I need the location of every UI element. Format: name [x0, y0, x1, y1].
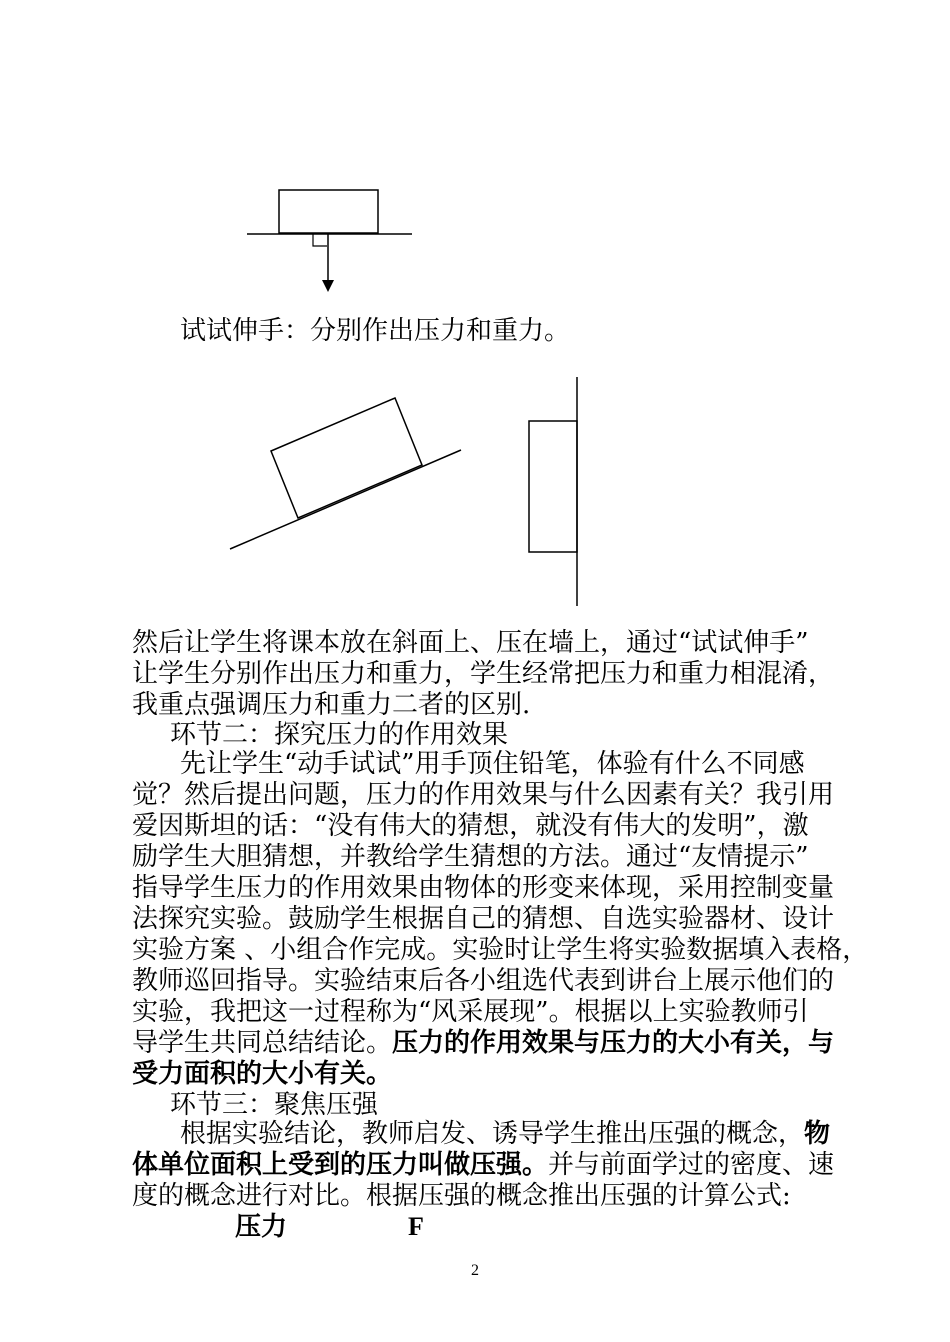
figure-caption: 试试伸手：分别作出压力和重力。	[180, 316, 571, 346]
block-on-wall	[529, 421, 577, 552]
paragraph2-line: 觉？然后提出问题，压力的作用效果与什么因素有关？我引用	[132, 780, 835, 810]
paragraph2-plain-text: 导学生共同总结结论。	[132, 1028, 393, 1058]
paragraph2-line: 法探究实验。鼓励学生根据自己的猜想、自选实验器材、设计	[132, 904, 835, 934]
definition-bold-text: 体单位面积上受到的压力叫做压强。	[132, 1150, 549, 1180]
paragraph3-line: 度的概念进行对比。根据压强的概念推出压强的计算公式:	[132, 1181, 791, 1211]
definition-bold-text: 物	[804, 1119, 831, 1149]
paragraph2-line: 指导学生压力的作用效果由物体的形变来体现，采用控制变量	[132, 873, 835, 903]
paragraph2-line	[132, 1026, 835, 1060]
paragraph2-line: 励学生大胆猜想，并教给学生猜想的方法。通过“友情提示”	[132, 842, 809, 872]
paragraph2-line: 爱因斯坦的话：“没有伟大的猜想，就没有伟大的发明”，激	[132, 811, 809, 841]
paragraph3-plain-text: 根据实验结论，教师启发、诱导学生推出压强的概念，	[180, 1119, 805, 1149]
block-on-incline	[271, 398, 422, 518]
paragraph2-line: 先让学生“动手试试”用手顶住铅笔，体验有什么不同感	[180, 749, 805, 779]
formula-word: 压力	[235, 1212, 288, 1242]
figure-incline-and-wall	[0, 0, 950, 620]
formula-symbol: F	[408, 1212, 424, 1241]
paragraph2-line: 教师巡回指导。实验结束后各小组选代表到讲台上展示他们的	[132, 966, 835, 996]
paragraph3-line	[132, 1148, 835, 1182]
paragraph1-line: 然后让学生将课本放在斜面上、压在墙上，通过“试试伸手”	[132, 628, 809, 658]
paragraph2-line: 实验方案 、小组合作完成。实验时让学生将实验数据填入表格，	[132, 935, 869, 965]
paragraph3-line	[180, 1117, 880, 1151]
paragraph1-line: 让学生分别作出压力和重力，学生经常把压力和重力相混淆，	[132, 659, 835, 689]
paragraph1-line: 我重点强调压力和重力二者的区别.	[132, 690, 531, 720]
conclusion-bold-text: 压力的作用效果与压力的大小有关，与	[392, 1028, 835, 1058]
paragraph3-plain-text: 并与前面学过的密度、速	[548, 1150, 835, 1180]
paragraph2-line: 实验，我把这一过程称为“风采展现”。根据以上实验教师引	[132, 997, 809, 1027]
incline-line	[230, 450, 461, 549]
conclusion-bold-end: 受力面积的大小有关。	[132, 1059, 393, 1089]
section-heading-3: 环节三：聚焦压强	[170, 1090, 379, 1120]
page-number: 2	[471, 1262, 479, 1279]
section-heading-2: 环节二：探究压力的作用效果	[170, 720, 509, 750]
